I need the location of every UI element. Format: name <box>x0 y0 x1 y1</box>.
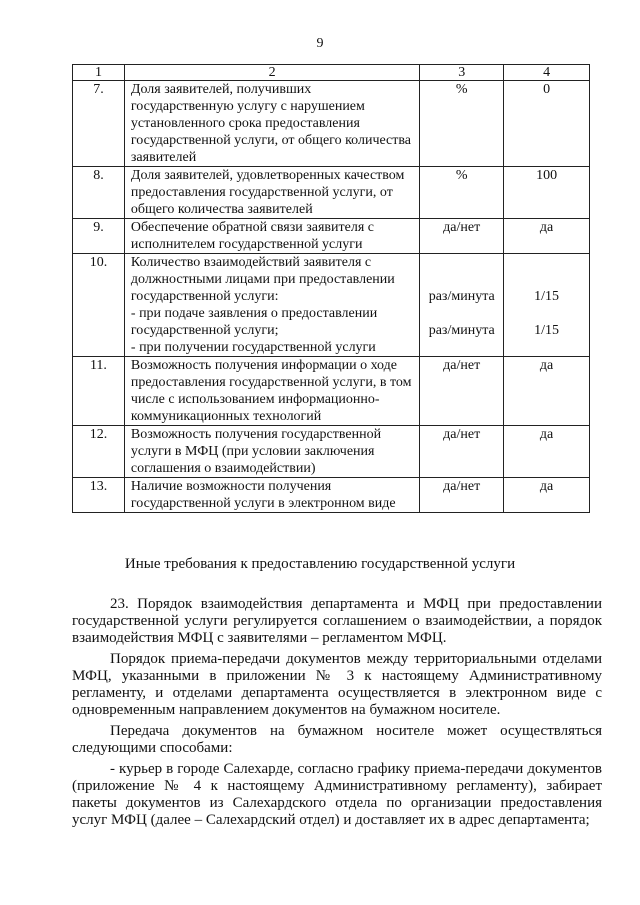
row-unit: да/нет <box>420 357 504 426</box>
row-unit: % <box>420 167 504 219</box>
row-number: 9. <box>73 219 125 254</box>
row-unit <box>420 254 504 357</box>
row-description: Наличие возможности получения государственной услуги в электронном виде <box>124 478 419 513</box>
row-description: Возможность получения информации о ходе предоставления государственной услуги, в том числе с использованием информационно-коммуникационных технологий <box>124 357 419 426</box>
table-row <box>73 81 590 167</box>
row-description: Возможность получения государственной услуги в МФЦ (при условии заключения соглашения о взаимодействии) <box>124 426 419 478</box>
row-value: да <box>504 478 590 513</box>
header-cell: 2 <box>124 65 419 81</box>
paragraph: Передача документов на бумажном носителе может осуществляться следующими способами: <box>72 723 602 756</box>
header-cell: 4 <box>504 65 590 81</box>
table-row <box>73 478 590 513</box>
row-value <box>504 254 590 357</box>
row-unit-line: раз/минута <box>428 289 495 304</box>
row-description: Обеспечение обратной связи заявителя с исполнителем государственной услуги <box>124 219 419 254</box>
row-number: 12. <box>73 426 125 478</box>
row-number: 10. <box>73 254 125 357</box>
table-row <box>73 219 590 254</box>
row-value: 100 <box>504 167 590 219</box>
row-description-line: - при получении государственной услуги <box>130 340 376 355</box>
row-value-line: 1/15 <box>534 323 560 338</box>
table-row <box>73 254 590 357</box>
row-value: 0 <box>504 81 590 167</box>
indicators-table <box>72 64 590 513</box>
row-unit: да/нет <box>420 219 504 254</box>
row-description-line: Количество взаимодействий заявителя с должностными лицами при предоставлении государственной услуги: <box>130 255 395 304</box>
row-number: 7. <box>73 81 125 167</box>
table-header-row <box>73 65 590 81</box>
row-unit-line: раз/минута <box>428 323 495 338</box>
row-value: да <box>504 426 590 478</box>
row-unit: да/нет <box>420 426 504 478</box>
row-description: Доля заявителей, получивших государственную услугу с нарушением установленного срока предоставления государственной услуги, от общего количества заявителей <box>124 81 419 167</box>
row-value: да <box>504 219 590 254</box>
table-row <box>73 357 590 426</box>
row-description: Доля заявителей, удовлетворенных качеством предоставления государственной услуги, от общего количества заявителей <box>124 167 419 219</box>
row-unit: % <box>420 81 504 167</box>
section-heading: Иные требования к предоставлению государственной услуги <box>124 556 516 572</box>
paragraph: - курьер в городе Салехарде, согласно графику приема-передачи документов (приложение № 4 к настоящему Административному регламенту), забирает пакеты документов из Салехардского отдела по организации предоставления услуг МФЦ (далее – Салехардский отдел) и доставляет их в адрес департамента; <box>72 761 602 828</box>
page-number: 9 <box>316 36 324 51</box>
row-description <box>124 254 419 357</box>
row-value-line: 1/15 <box>534 289 560 304</box>
paragraph: Порядок приема-передачи документов между территориальными отделами МФЦ, указанными в приложении № 3 к настоящему Административному регламенту, и отделами департамента осуществляется в электронном виде с одновременным направлением документов на бумажном носителе. <box>72 651 602 718</box>
header-cell: 3 <box>420 65 504 81</box>
row-number: 13. <box>73 478 125 513</box>
table-row <box>73 426 590 478</box>
row-value: да <box>504 357 590 426</box>
header-cell: 1 <box>73 65 125 81</box>
row-description-line: - при подаче заявления о предоставлении государственной услуги; <box>130 306 378 338</box>
row-number: 11. <box>73 357 125 426</box>
table-row <box>73 167 590 219</box>
row-unit: да/нет <box>420 478 504 513</box>
row-number: 8. <box>73 167 125 219</box>
paragraph: 23. Порядок взаимодействия департамента и МФЦ при предоставлении государственной услуги регулируется соглашением о взаимодействии, а порядок взаимодействия МФЦ с заявителями – регламентом МФЦ. <box>72 596 602 646</box>
body-text <box>72 586 602 833</box>
